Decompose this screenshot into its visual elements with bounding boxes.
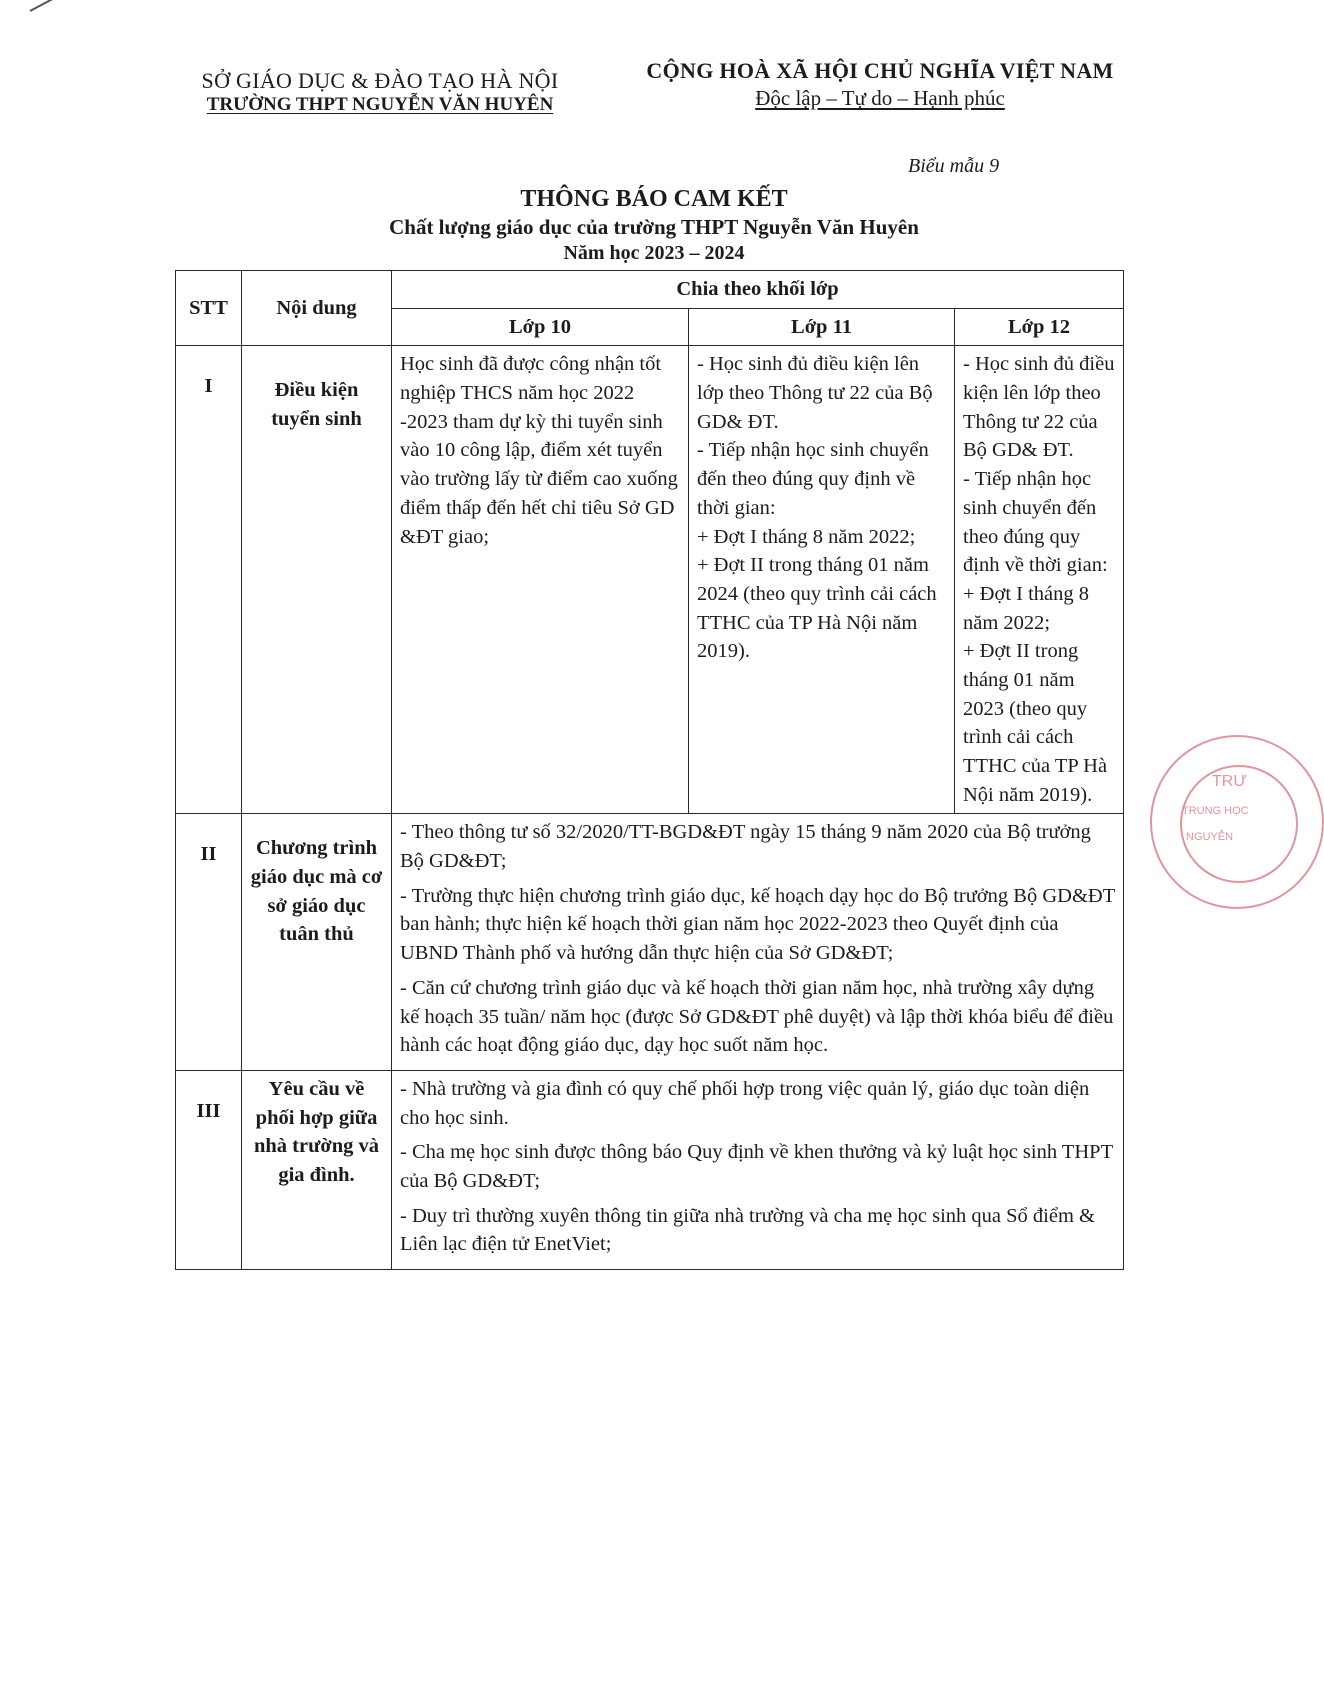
stamp-text: NGUYỄN [1186,831,1234,843]
table-row [176,346,1124,814]
form-number: Biểu mẫu 9 [908,155,1000,177]
row-topic: Điều kiện tuyển sinh [242,346,392,814]
row-topic: Yêu cầu về phối hợp giữa nhà trường và gia đình. [242,1070,392,1269]
list-item: - Trường thực hiện chương trình giáo dục, kế hoạch dạy học do Bộ trưởng Bộ GD&ĐT ban hành; thực hiện kế hoạch thời gian năm học 2022-2023 theo Quyết định của UBND Thành phố và hướng dẫn thực hiện của Sở GD&ĐT; [400,884,1115,965]
list-item: - Cha mẹ học sinh được thông báo Quy định về khen thưởng và kỷ luật học sinh THPT của Bộ GD&ĐT; [400,1141,1113,1192]
commitment-table [175,270,1124,1270]
header-grade-11: Lớp 11 [689,308,955,346]
header-grade-12: Lớp 12 [955,308,1124,346]
national-title: CỘNG HOÀ XÃ HỘI CHỦ NGHĨA VIỆT NAM [646,58,1114,83]
list-item: - Học sinh đủ điều kiện lên lớp theo Thông tư 22 của Bộ GD& ĐT. [697,353,933,433]
department-name: SỞ GIÁO DỤC & ĐÀO TẠO HÀ NỘI [201,68,559,93]
list-item: - Căn cứ chương trình giáo dục và kế hoạch thời gian năm học, nhà trường xây dựng kế hoạch 35 tuần/ năm học (được Sở GD&ĐT phê duyệt) và lập thời khóa biểu để điều hành các hoạt động giáo dục, dạy học suốt năm học. [400,976,1114,1057]
list-item: - Nhà trường và gia đình có quy chế phối hợp trong việc quản lý, giáo dục toàn diện cho học sinh. [400,1077,1090,1129]
header-grade-group: Chia theo khối lớp [392,271,1124,309]
row-number: III [176,1070,242,1269]
list-item: - Học sinh đủ điều kiện lên lớp theo Thông tư 22 của Bộ GD& ĐT. [963,353,1115,462]
title-subtitle: Chất lượng giáo dục của trường THPT Nguyễn Văn Huyên [389,215,919,239]
list-item: + Đợt I tháng 8 năm 2022; [963,582,1090,634]
stamp-text: TRƯ [1212,773,1247,790]
header-left [160,68,600,116]
title-main: THÔNG BÁO CAM KẾT [520,186,788,212]
school-stamp [1150,735,1324,909]
row-number: I [176,346,242,814]
pen-mark [30,0,80,12]
row-topic: Chương trình giáo dục mà cơ sở giáo dục tuân thủ [242,814,392,1071]
list-item: - Tiếp nhận học sinh chuyển đến theo đúng quy định về thời gian: [697,439,929,519]
school-name: TRƯỜNG THPT NGUYỄN VĂN HUYÊN [206,94,554,115]
list-item: + Đợt II trong tháng 01 năm 2024 (theo quy trình cải cách TTHC của TP Hà Nội năm 2019). [697,554,937,663]
header-grade-10: Lớp 10 [392,308,689,346]
table-header-row [176,271,1124,309]
national-motto: Độc lập – Tự do – Hạnh phúc [755,86,1005,110]
header-right [610,58,1150,111]
stamp-text: TRUNG HỌC [1182,805,1249,817]
cell-merged-content [392,814,1124,1071]
table-row [176,1070,1124,1269]
header-stt: STT [176,271,242,346]
cell-merged-content [392,1070,1124,1269]
list-item: - Tiếp nhận học sinh chuyển đến theo đúng quy định về thời gian: [963,468,1108,577]
row-number: II [176,814,242,1071]
list-item: + Đợt II trong tháng 01 năm 2023 (theo quy trình cải cách TTHC của TP Hà Nội năm 2019). [963,640,1108,806]
cell-grade-11 [689,346,955,814]
list-item: - Theo thông tư số 32/2020/TT-BGD&ĐT ngày 15 tháng 9 năm 2020 của Bộ trưởng Bộ GD&ĐT; [400,821,1091,873]
title-school-year: Năm học 2023 – 2024 [563,242,745,264]
document-title [160,186,1148,265]
list-item: + Đợt I tháng 8 năm 2022; [697,525,916,548]
cell-grade-10: Học sinh đã được công nhận tốt nghiệp THCS năm học 2022 -2023 tham dự kỳ thi tuyển sinh vào 10 công lập, điểm xét tuyển vào trường lấy từ điểm cao xuống điểm thấp đến hết chỉ tiêu Sở GD &ĐT giao; [392,346,689,814]
cell-grade-12 [955,346,1124,814]
table-row [176,814,1124,1071]
list-item: - Duy trì thường xuyên thông tin giữa nhà trường và cha mẹ học sinh qua Sổ điểm & Liên lạc điện tử EnetViet; [400,1204,1095,1256]
header-content: Nội dung [242,271,392,346]
